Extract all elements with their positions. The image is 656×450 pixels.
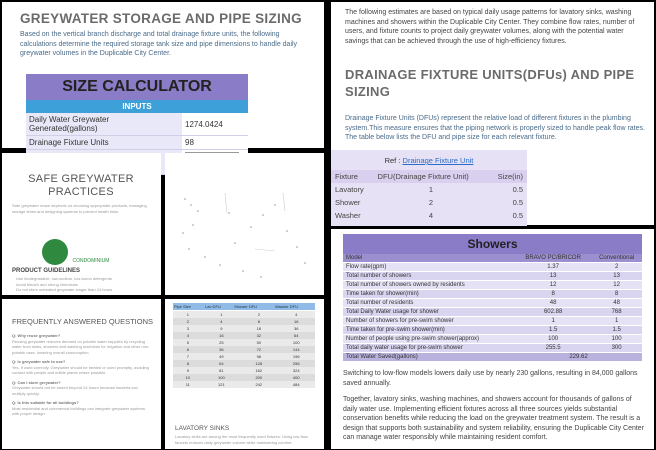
showers-table xyxy=(343,254,642,362)
table-row xyxy=(343,353,642,362)
dfu-table xyxy=(331,170,527,222)
pipe-header: Washer DFU xyxy=(275,304,298,309)
pipe-cell: 49 xyxy=(219,354,224,359)
dfu-title: DRAINAGE FIXTURE UNITS(DFUs) AND PIPE SIZING xyxy=(345,67,635,99)
shower-cell: 13 xyxy=(515,272,591,281)
shower-cell: Total Water Saved(gallons) xyxy=(343,353,515,362)
product-guidelines-heading: PRODUCT GUIDELINES xyxy=(12,268,81,274)
table-row xyxy=(343,335,642,344)
table-row xyxy=(173,353,315,360)
panel-lavatory xyxy=(165,299,324,449)
faq-answer: Yes, if used correctly. Greywater should be treated or used promptly, avoiding contact with people and edible plants where possible. xyxy=(12,364,149,375)
shower-header: BRAVO PC/BRICOR xyxy=(515,254,591,263)
table-row xyxy=(331,196,527,209)
faq-question: Q: Is this suitable for all buildings? xyxy=(12,400,79,405)
table-row xyxy=(173,367,315,374)
shower-cell: 12 xyxy=(515,281,591,290)
pipe-cell: 25 xyxy=(219,340,224,345)
shower-cell: Total number of residents xyxy=(343,299,515,308)
pipe-cell: 196 xyxy=(292,354,300,359)
dfu-ref-link[interactable]: Drainage Fixture Unit xyxy=(402,156,474,165)
practices-title: SAFE GREYWATER PRACTICES xyxy=(28,173,134,198)
pipe-cell: 81 xyxy=(219,368,224,373)
shower-cell: 12 xyxy=(591,281,642,290)
table-row xyxy=(331,183,527,196)
pipe-cell: 8 xyxy=(257,319,260,324)
pipe-cell: 2 xyxy=(186,319,189,324)
table-row xyxy=(343,344,642,353)
pipe-cell: 64 xyxy=(294,333,299,338)
storage-title: GREYWATER STORAGE AND PIPE SIZING xyxy=(20,11,302,26)
pipe-header: Shower DFU xyxy=(234,304,258,309)
table-row xyxy=(343,281,642,290)
shower-cell: 229.62 xyxy=(515,353,642,362)
shower-cell: Number of people using pre-swim shower(approx) xyxy=(343,335,515,344)
shower-cell: 8 xyxy=(591,290,642,299)
panel-showers xyxy=(331,229,654,449)
pipe-cell: 32 xyxy=(256,333,262,338)
pipe-cell: 36 xyxy=(219,347,224,352)
pipe-cell: 8 xyxy=(186,361,189,366)
pipe-cell: 9 xyxy=(220,326,223,331)
dfu-cell: Lavatory xyxy=(335,185,364,194)
table-row xyxy=(343,272,642,281)
pipe-header: Pipe Size xyxy=(174,304,191,309)
dfu-cell: Shower xyxy=(335,198,361,207)
shower-cell: 1.37 xyxy=(515,263,591,272)
faq-question: Q: Is greywater safe to use? xyxy=(12,359,66,364)
pipe-cell: 400 xyxy=(292,375,300,380)
dfu-cell: 0.5 xyxy=(512,211,523,220)
panel-storage-sizing xyxy=(2,2,324,148)
estimates-intro: The following estimates are based on typical daily usage patterns for lavatory sinks, washing machines and showers within the Duplicable City Center. They combine flow rates, number of users, and fixture counts to project daily greywater volumes, along with the potential water savings that can be achieved through the use of high-efficiency fixtures. xyxy=(345,9,635,45)
dfu-paragraph: Drainage Fixture Units (DFUs) represent the relative load of different fixtures in the plumbing system.This measure ensures that the piping network is properly sized to handle peak flow rates. The table below lists the DFU and pipe size for each relevant fixture. xyxy=(345,115,645,141)
shower-cell: Total number of showers owned by residents xyxy=(343,281,515,290)
showers-para-2: Together, lavatory sinks, washing machines, and showers account for thousands of gallons of daily water use. Implementing efficient fixtures across all three sources yields substantial conservation benefits while reducing the load on the greywater treatment system. The result is a design that supports both sustainability and system reliability, ensuring the Duplicable City Center can manage water responsibly while maintaining resident comfort. xyxy=(343,396,645,441)
calc-row xyxy=(26,136,248,150)
panel-faq xyxy=(2,299,161,449)
dfu-cell: 1 xyxy=(428,185,434,194)
dfu-field[interactable]: 98 xyxy=(182,136,248,150)
pipe-size-body xyxy=(173,311,315,388)
pipe-cell: 256 xyxy=(292,361,300,366)
shower-cell: Total number of showers xyxy=(343,272,515,281)
panel-dfu-pipe-sizing xyxy=(331,2,654,225)
faq-list xyxy=(12,333,152,417)
panel-diagram xyxy=(165,153,324,295)
shower-cell: 2 xyxy=(591,263,642,272)
pipe-cell: 1 xyxy=(186,312,189,317)
pipe-cell: 98 xyxy=(256,354,262,359)
shower-cell: Time taken for pre-swim shower(min) xyxy=(343,326,515,335)
pipe-cell: 18 xyxy=(256,326,262,331)
faq-question: Q: Can I store greywater? xyxy=(12,379,61,385)
table-row xyxy=(173,311,315,318)
faq-answer: Reusing greywater reduces demand on potable water supplies by recycling water from sinks, showers and washing machines for irrigation and other non-potable uses, lowering overall consumption. xyxy=(12,338,150,355)
dfu-table-box xyxy=(331,150,527,226)
shower-cell: 1 xyxy=(591,317,642,326)
pipe-cell: 6 xyxy=(186,347,189,352)
shower-cell: 48 xyxy=(515,299,591,308)
storage-intro: Based on the vertical branch discharge and total drainage fixture units, the following calculations determine the required storage tank size and pipe dimensions to handle daily greywater volumes in the Duplicable City Center. xyxy=(20,31,298,57)
showers-table-box xyxy=(343,234,642,362)
calculator-inputs-header: INPUTS xyxy=(26,100,248,113)
table-row xyxy=(173,339,315,346)
shower-header: Model xyxy=(343,254,515,263)
shower-cell: 1.5 xyxy=(591,326,642,335)
table-row xyxy=(343,317,642,326)
shower-cell: 100 xyxy=(591,335,642,344)
dfu-header: Fixture xyxy=(335,172,358,181)
pipe-cell: 324 xyxy=(292,368,300,373)
table-row xyxy=(173,325,315,332)
pipe-cell: 3 xyxy=(186,326,189,331)
pipe-header: Lav DFU xyxy=(205,304,221,309)
shower-cell: 1.5 xyxy=(515,326,591,335)
shower-cell: 48 xyxy=(591,299,642,308)
showers-para-1: Switching to low-flow models lowers daily use by nearly 230 gallons, resulting in 84,000 gallons saved annually. xyxy=(343,370,638,387)
showers-title: Showers xyxy=(343,234,642,254)
pipe-cell: 484 xyxy=(292,382,300,387)
shower-cell: Total Daily Water usage for shower xyxy=(343,308,515,317)
pipe-cell: 100 xyxy=(292,340,300,345)
dfu-header: Size(in) xyxy=(497,172,523,181)
table-row xyxy=(173,381,315,388)
table-row xyxy=(173,360,315,367)
pipe-cell: 200 xyxy=(255,375,263,380)
table-row xyxy=(173,374,315,381)
pipe-cell: 16 xyxy=(294,319,299,324)
shower-cell: 100 xyxy=(515,335,591,344)
pipe-cell: 121 xyxy=(218,382,225,387)
shower-cell: Total daily water usage for pre-swim shower xyxy=(343,344,515,353)
faq-answer: Most residential and commercial buildings can integrate greywater systems with proper design. xyxy=(12,405,145,416)
pipe-cell: 50 xyxy=(256,340,262,345)
list-item: Do not store untreated greywater longer than 24 hours xyxy=(16,287,113,292)
system-diagram xyxy=(165,153,324,295)
dfu-ref xyxy=(331,150,527,170)
calc-label: Daily Water Greywater Generated(gallons) xyxy=(26,113,182,136)
pipe-cell: 10 xyxy=(185,375,191,380)
logo-text: CONDOMINIUM xyxy=(72,257,110,264)
lavatory-title: LAVATORY SINKS xyxy=(175,425,230,432)
shower-cell: 8 xyxy=(515,290,591,299)
condominium-logo xyxy=(42,239,109,270)
pipe-cell: 36 xyxy=(294,326,299,331)
pipe-cell: 64 xyxy=(219,361,224,366)
globe-icon xyxy=(42,239,68,265)
table-row xyxy=(173,332,315,339)
dfu-header: DFU(Drainage Fixture Unit) xyxy=(377,172,469,181)
calculator-title: SIZE CALCULATOR xyxy=(26,74,248,100)
pipe-cell: 242 xyxy=(255,382,263,387)
table-row xyxy=(343,290,642,299)
shower-cell: 13 xyxy=(591,272,642,281)
greywater-generated-field[interactable]: 1274.0424 xyxy=(182,113,248,136)
table-row xyxy=(173,318,315,325)
table-row xyxy=(343,308,642,317)
pipe-cell: 72 xyxy=(256,347,262,352)
dfu-cell: 0.5 xyxy=(512,185,523,194)
pipe-cell: 4 xyxy=(220,319,223,324)
dfu-ref-prefix: Ref : xyxy=(384,156,403,165)
guidelines-list xyxy=(16,276,156,293)
table-row xyxy=(343,326,642,335)
dfu-cell: 0.5 xyxy=(512,198,523,207)
table-row xyxy=(331,209,527,222)
pipe-cell: 16 xyxy=(219,333,224,338)
pipe-cell: 4 xyxy=(295,312,298,317)
dfu-cell: Washer xyxy=(335,211,361,220)
table-row xyxy=(343,299,642,308)
practices-sub: Safe greywater reuse depends on choosing appropriate products, managing storage times and designing systems to prevent health risks. xyxy=(12,203,147,214)
calc-label: Drainage Fixture Units xyxy=(26,136,182,150)
pipe-cell: 5 xyxy=(186,340,189,345)
shower-cell: Time taken for shower(min) xyxy=(343,290,515,299)
pipe-cell: 9 xyxy=(186,368,189,373)
pipe-cell: 7 xyxy=(186,354,189,359)
list-item: Use biodegradable, low-sodium, low-boron detergents xyxy=(16,276,112,281)
lavatory-para: Lavatory sinks are among the most frequently used fixtures. Using low-flow faucets reduces daily greywater volume while maintaining comfort. xyxy=(175,434,308,445)
table-row xyxy=(343,263,642,272)
pipe-cell: 144 xyxy=(292,347,300,352)
pipe-size-table xyxy=(173,303,315,310)
pipe-cell: 4 xyxy=(186,333,189,338)
faq-question: Q: Why reuse greywater? xyxy=(12,333,61,338)
list-item: Avoid bleach and strong chemicals xyxy=(16,281,78,287)
shower-cell: 300 xyxy=(591,344,642,353)
dfu-cell: 2 xyxy=(428,198,434,207)
pipe-cell: 2 xyxy=(257,312,260,317)
calc-row xyxy=(26,113,248,136)
pipe-cell: 100 xyxy=(218,375,225,380)
faq-title: FREQUENTLY ANSWERED QUESTIONS xyxy=(12,317,153,326)
shower-cell: 255.5 xyxy=(515,344,591,353)
faq-answer: Greywater should not be stored beyond 24 hours because bacteria can multiply quickly. xyxy=(12,385,138,396)
shower-cell: 768 xyxy=(591,308,642,317)
table-row xyxy=(173,346,315,353)
pipe-cell: 128 xyxy=(255,361,263,366)
shower-cell: Flow rate(gpm) xyxy=(343,263,515,272)
dfu-cell: 4 xyxy=(428,211,434,220)
pipe-cell: 1 xyxy=(220,312,223,317)
shower-cell: 1 xyxy=(515,317,591,326)
panel-safe-practices xyxy=(2,153,161,295)
shower-header: Conventional xyxy=(591,254,642,263)
shower-cell: Number of showers for pre-swim shower xyxy=(343,317,515,326)
pipe-cell: 162 xyxy=(255,368,263,373)
shower-cell: 602.88 xyxy=(515,308,591,317)
pipe-cell: 11 xyxy=(185,382,190,387)
